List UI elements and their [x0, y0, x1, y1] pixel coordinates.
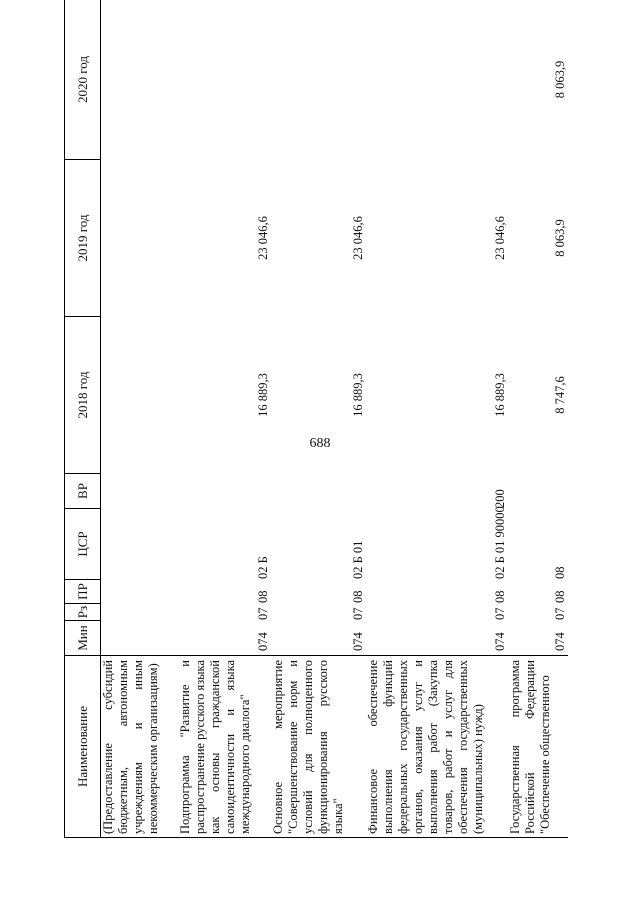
row-csr: 08 [552, 566, 567, 579]
row-2018: 16 889,3 [255, 373, 270, 417]
header-2019: 2019 год [65, 160, 101, 317]
row-2019: 23 046,6 [255, 216, 270, 260]
header-min: Мин [65, 621, 101, 656]
row-min: 074 [492, 632, 507, 651]
header-name: Наименование [65, 656, 101, 838]
header-rz: Рз [65, 604, 101, 621]
row-rz: 07 [552, 607, 567, 620]
row-2018 [101, 317, 178, 474]
row-pr: 08 [492, 590, 507, 603]
row-2020 [178, 0, 271, 160]
row-2018: 8 747,6 [552, 376, 567, 414]
header-2020: 2020 год [65, 0, 101, 160]
row-csr: 02 Б 01 90000 [492, 506, 507, 579]
row-rz: 07 [492, 607, 507, 620]
row-pr: 08 [552, 590, 567, 603]
table-row [178, 0, 271, 838]
row-name: (Предоставление субсидий бюджетным, автономным учреждениям и иным некоммерческим организациям) [101, 656, 178, 838]
row-vr: 200 [492, 489, 507, 508]
row-csr: 02 Б [255, 556, 270, 579]
header-2018: 2018 год [65, 317, 101, 474]
row-name: Подпрограмма "Развитие и распространение русского языка как основы гражданской самоидентичности и языка международного диалога" [178, 656, 271, 838]
row-min: 074 [552, 632, 567, 651]
row-name: Основное мероприятие "Совершенствование норм и условий для полноценного функционирования русского языка" [271, 656, 366, 838]
row-codes [271, 474, 366, 656]
row-2019: 23 046,6 [492, 216, 507, 260]
row-2019: 23 046,6 [350, 216, 365, 260]
row-2020: 8 063,9 [552, 60, 567, 99]
table-header-row [65, 0, 101, 838]
row-rz: 07 [350, 607, 365, 620]
budget-table [64, 0, 568, 838]
row-min: 074 [255, 632, 270, 651]
header-pr: ПР [65, 580, 101, 604]
row-2019: 8 063,9 [552, 219, 567, 257]
row-min: 074 [350, 632, 365, 651]
row-2020 [101, 0, 178, 160]
table-row [508, 0, 568, 838]
table-row [366, 0, 508, 838]
row-name: Государственная программа Российской Федерации "Обеспечение общественного [508, 656, 568, 838]
table-row [101, 0, 178, 838]
row-2020 [271, 0, 366, 160]
row-codes [366, 474, 508, 656]
row-pr: 08 [255, 590, 270, 603]
row-rz: 07 [255, 607, 270, 620]
row-codes [508, 474, 568, 656]
row-2019 [101, 160, 178, 317]
header-vr: ВР [65, 474, 101, 509]
row-codes [178, 474, 271, 656]
row-csr: 02 Б 01 [350, 540, 365, 579]
page-number: 688 [309, 436, 331, 451]
row-pr: 08 [350, 590, 365, 603]
table-row [271, 0, 366, 838]
row-name: Финансовое обеспечение выполнения функций федеральных государственных органов, оказания услуг и выполнения работ (Закупка товаров, работ и услуг для обеспечения государственных (муниципальных) нужд) [366, 656, 508, 838]
header-csr: ЦСР [65, 509, 101, 580]
row-2018: 16 889,3 [492, 373, 507, 417]
rotated-budget-table [64, 0, 624, 838]
row-2020 [366, 0, 508, 160]
row-2018: 16 889,3 [350, 373, 365, 417]
row-codes [101, 474, 178, 656]
